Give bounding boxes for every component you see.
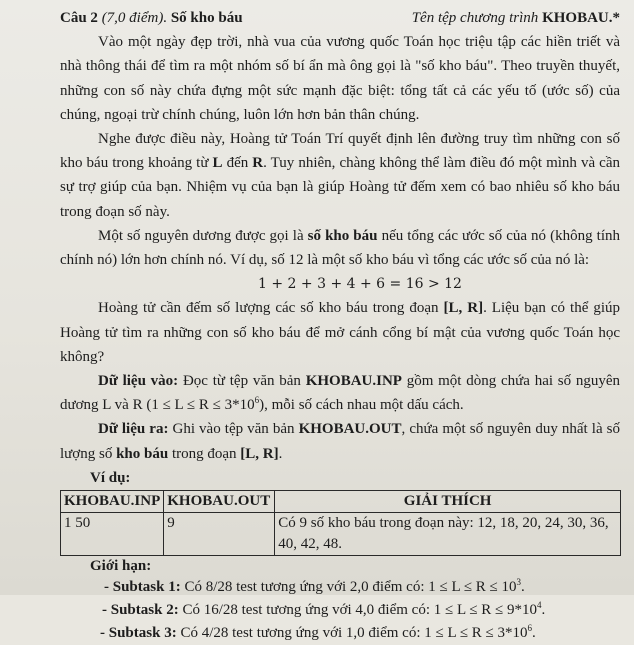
subtask-2-exp: 4 xyxy=(537,600,542,611)
question-heading xyxy=(60,6,243,30)
input-filename: KHOBAU.INP xyxy=(305,373,402,390)
output-label: Dữ liệu ra: xyxy=(98,421,169,438)
p2-text-a: Nghe được điều này, Hoàng tử Toán Trí quyết định lên đường truy tìm những con số kho báu trong khoảng từ xyxy=(60,131,620,172)
subtask-3-name: - Subtask 3: xyxy=(100,625,177,642)
example-header-row xyxy=(61,491,621,513)
prince-paragraph xyxy=(60,127,620,224)
p2-text-c: . Tuy nhiên, chàng không thể làm điều đó một mình và cần sự trợ giúp của bạn. Nhiệm vụ của bạn là giúp Hoàng tử đếm xem có bao nhiêu số kho báu trong đoạn số này. xyxy=(60,155,620,220)
p4-range: [L, R] xyxy=(443,300,484,317)
subtask-1-text: Có 8/28 test tương ứng với 2,0 điểm có: 1 ≤ L ≤ R ≤ 10 xyxy=(184,579,517,596)
cell-inp: 1 50 xyxy=(61,513,164,556)
input-text-a: Đọc từ tệp văn bản xyxy=(182,373,301,390)
task-paragraph xyxy=(60,296,620,369)
output-text-b: , chứa một số nguyên duy nhất là số lượng số xyxy=(60,421,620,462)
input-label: Dữ liệu vào: xyxy=(98,373,179,390)
subtask-1-end: . xyxy=(521,579,525,596)
limits-label: Giới hạn: xyxy=(90,558,152,575)
example-formula: 1 + 2 + 3 + 4 + 6 = 16 > 12 xyxy=(258,276,462,293)
question-points: (7,0 điểm). xyxy=(101,10,168,26)
output-range: [L, R] xyxy=(240,445,279,462)
header-inp: KHOBAU.INP xyxy=(61,491,164,513)
subtask-2-end: . xyxy=(541,602,546,619)
output-text-a: Ghi vào tệp văn bản xyxy=(172,421,295,438)
example-label: Ví dụ: xyxy=(90,469,131,486)
subtask-3-text: Có 4/28 test tương ứng với 1,0 điểm có: 1 ≤ L ≤ R ≤ 3*10 xyxy=(180,625,528,642)
subtask-2-name: - Subtask 2: xyxy=(102,602,179,619)
output-text-c: trong đoạn xyxy=(171,445,237,462)
header-out: KHOBAU.OUT xyxy=(164,491,275,513)
p3-text-a: Một số nguyên dương được gọi là xyxy=(98,227,304,244)
cell-explain: Có 9 số kho báu trong đoạn này: 12, 18, 20, 24, 30, 36, 40, 42, 48. xyxy=(275,513,621,556)
subtask-2 xyxy=(102,599,620,622)
input-paragraph xyxy=(60,369,620,417)
p2-R: R xyxy=(252,155,264,172)
subtask-1-name: - Subtask 1: xyxy=(104,579,181,596)
filename-value: KHOBAU.* xyxy=(542,10,620,26)
subtask-1 xyxy=(104,576,620,599)
output-filename: KHOBAU.OUT xyxy=(298,421,402,438)
p3-text-b: nếu tổng các ước số của nó (không tính chính nó) lớn hơn chính nó. Ví dụ, số 12 là một số kho báu vì tổng các ước số của nó là: xyxy=(60,227,621,269)
p2-text-b: đến xyxy=(226,155,249,172)
output-paragraph xyxy=(60,417,620,465)
subtask-1-exp: 3 xyxy=(516,577,522,588)
problem-header xyxy=(60,6,620,30)
input-exponent: 6 xyxy=(254,395,260,406)
p3-bold: số kho báu xyxy=(307,227,378,244)
question-number: Câu 2 xyxy=(60,10,98,26)
example-data-row xyxy=(61,513,621,556)
program-filename xyxy=(412,6,620,30)
subtask-3 xyxy=(100,622,620,645)
input-text-b: gồm một dòng chứa hai số nguyên dương L và R (1 ≤ L ≤ R ≤ 3*10 xyxy=(60,373,621,414)
input-text-c: ), mỗi số cách nhau một dấu cách. xyxy=(259,397,464,414)
p4-text-b: . Liệu bạn có thể giúp Hoàng tử tìm ra những con số kho báu để mở cánh cổng bí mật của vương quốc Toán học không? xyxy=(60,300,621,365)
question-title: Số kho báu xyxy=(170,10,243,26)
subtask-2-text: Có 16/28 test tương ứng với 4,0 điểm có: 1 ≤ L ≤ R ≤ 9*10 xyxy=(182,602,538,619)
p4-text-a: Hoàng tử cần đếm số lượng các số kho báu trong đoạn xyxy=(98,300,439,317)
subtask-3-exp: 6 xyxy=(527,623,533,634)
filename-label: Tên tệp chương trình xyxy=(411,10,539,26)
subtask-3-end: . xyxy=(532,625,536,642)
output-bold: kho báu xyxy=(116,445,169,462)
output-end: . xyxy=(278,445,283,462)
intro-paragraph: Vào một ngày đẹp trời, nhà vua của vương quốc Toán học triệu tập các hiền triết và nhà thông thái để tìm ra một nhóm số bí ẩn mà ông gọi là "số kho báu". Theo truyền thuyết, những con số này chứa đựng một sức mạnh đặc biệt: tổng tất cả các yếu tố (ước số) của chúng, ngoại trừ chính chúng, luôn lớn hơn bản thân chúng. xyxy=(60,34,620,123)
p2-L: L xyxy=(212,155,223,172)
definition-paragraph xyxy=(60,224,620,272)
example-table xyxy=(60,490,621,556)
cell-out: 9 xyxy=(164,513,275,556)
header-explain: GIẢI THÍCH xyxy=(275,491,621,513)
